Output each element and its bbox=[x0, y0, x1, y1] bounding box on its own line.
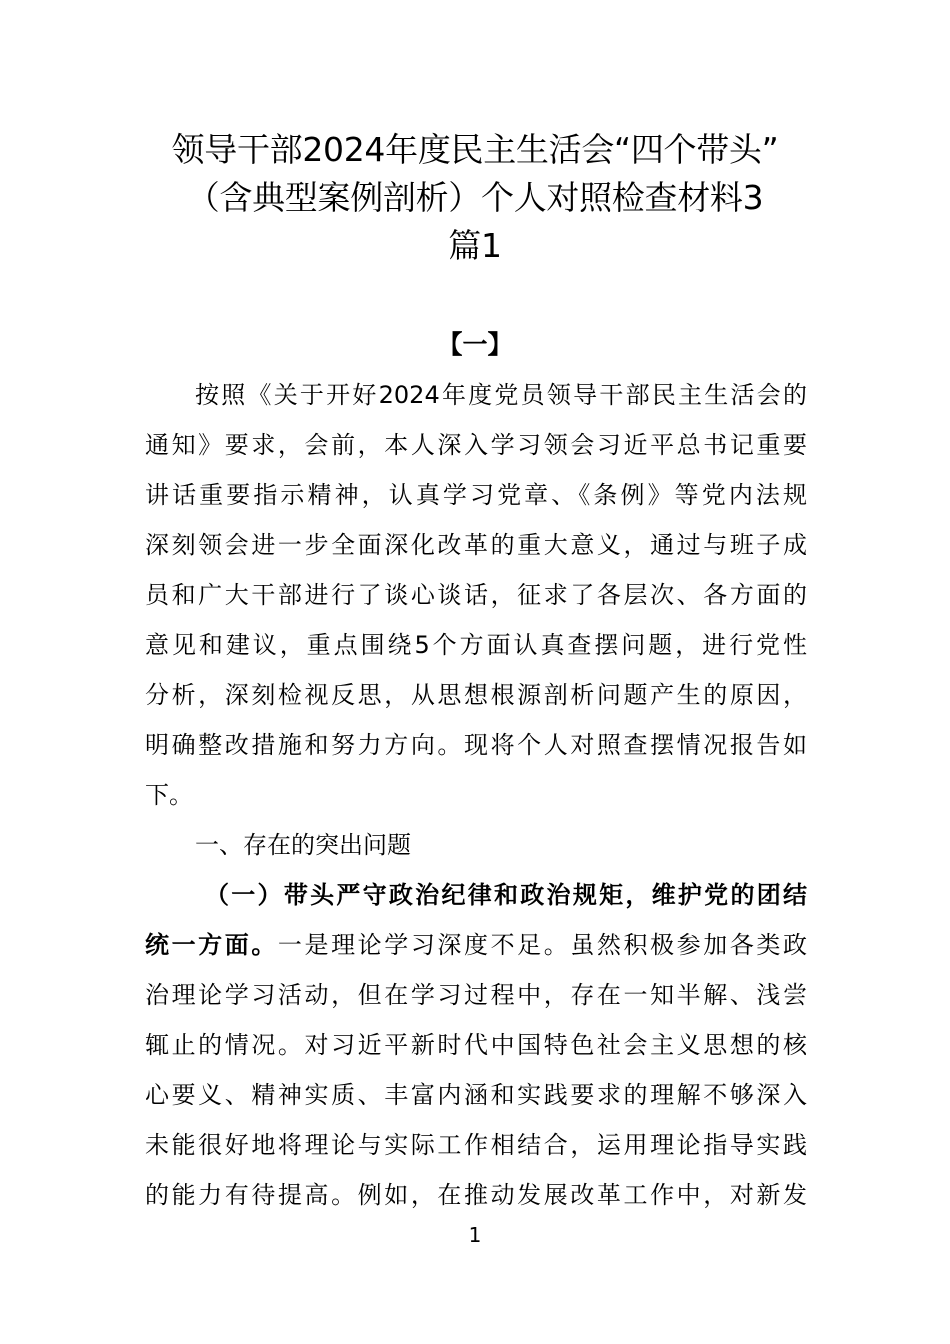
body-line-3: 心要义、精神实质、丰富内涵和实践要求的理解不够深入 bbox=[145, 1081, 807, 1109]
body-line-mixed bbox=[145, 930, 807, 960]
document-title-line-3: 篇1 bbox=[448, 226, 502, 265]
intro-line-9: 下。 bbox=[145, 781, 193, 809]
intro-line-5: 员和广大干部进行了谈心谈话，征求了各层次、各方面的 bbox=[145, 581, 807, 609]
intro-line-3: 讲话重要指示精神，认真学习党章、《条例》等党内法规 bbox=[145, 481, 807, 509]
intro-line-4: 深刻领会进一步全面深化改革的重大意义，通过与班子成 bbox=[145, 531, 807, 559]
body-text-theory-depth: 一是理论学习深度不足。虽然积极参加各类政 bbox=[277, 931, 808, 959]
body-line-2: 辄止的情况。对习近平新时代中国特色社会主义思想的核 bbox=[145, 1031, 807, 1059]
intro-line-6: 意见和建议，重点围绕5个方面认真查摆问题，进行党性 bbox=[145, 631, 807, 659]
section-marker: 【一】 bbox=[437, 330, 513, 359]
document-title-line-1: 领导干部2024年度民主生活会“四个带头” bbox=[171, 130, 779, 169]
intro-line-1: 按照《关于开好2024年度党员领导干部民主生活会的 bbox=[195, 381, 807, 409]
section-heading-problems: 一、存在的突出问题 bbox=[195, 831, 411, 859]
subheading-political-discipline: （一）带头严守政治纪律和政治规矩，维护党的团结 bbox=[205, 881, 807, 909]
document-title-line-2: （含典型案例剖析）个人对照检查材料3 bbox=[186, 178, 764, 217]
body-line-5: 的能力有待提高。例如，在推动发展改革工作中，对新发 bbox=[145, 1181, 807, 1209]
body-line-1: 治理论学习活动，但在学习过程中，存在一知半解、浅尝 bbox=[145, 981, 807, 1009]
intro-line-2: 通知》要求，会前，本人深入学习领会习近平总书记重要 bbox=[145, 431, 807, 459]
subheading-political-discipline-end: 统一方面。 bbox=[145, 931, 278, 959]
body-line-4: 未能很好地将理论与实际工作相结合，运用理论指导实践 bbox=[145, 1131, 807, 1159]
intro-line-8: 明确整改措施和努力方向。现将个人对照查摆情况报告如 bbox=[145, 731, 807, 759]
page-number: 1 bbox=[468, 1223, 482, 1247]
intro-line-7: 分析，深刻检视反思，从思想根源剖析问题产生的原因， bbox=[145, 681, 807, 709]
